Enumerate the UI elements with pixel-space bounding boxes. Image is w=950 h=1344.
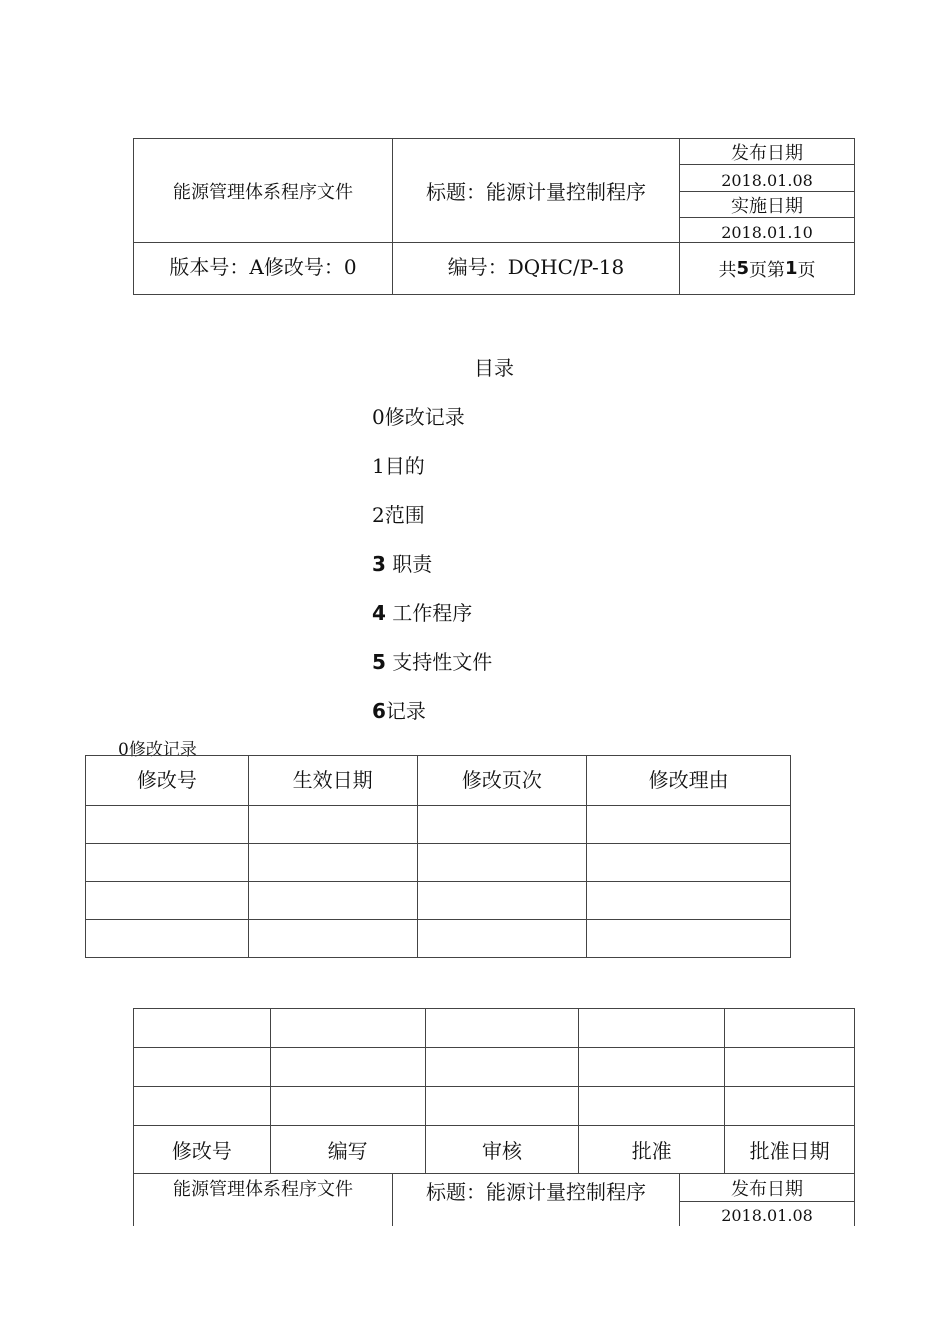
table-cell[interactable] — [725, 1087, 855, 1126]
table-cell[interactable] — [134, 1009, 271, 1048]
toc-item-supporting-docs[interactable] — [372, 646, 492, 675]
table-cell[interactable] — [587, 844, 791, 882]
doc-title: 标题：能源计量控制程序 — [426, 1179, 646, 1204]
table-cell[interactable] — [587, 806, 791, 844]
toc-item-number: 2 — [372, 503, 385, 527]
toc-item-purpose[interactable] — [372, 450, 425, 479]
table-cell[interactable] — [579, 1009, 725, 1048]
table-cell[interactable] — [134, 1087, 271, 1126]
toc-item-number: 5 — [372, 650, 386, 674]
table-cell[interactable] — [725, 1048, 855, 1087]
table-cell[interactable] — [86, 920, 249, 958]
version-label: 版本号：A修改号：0 — [169, 255, 357, 279]
toc-item-records[interactable] — [372, 695, 426, 724]
effective-date-label: 实施日期 — [731, 195, 803, 217]
toc-item-number: 3 — [372, 552, 386, 576]
header-approver: 批准 — [579, 1126, 725, 1174]
effective-date-value: 2018.01.10 — [721, 223, 813, 242]
table-cell[interactable] — [248, 920, 417, 958]
table-cell[interactable] — [417, 806, 587, 844]
page-suffix: 页 — [797, 259, 816, 281]
table-cell[interactable] — [587, 882, 791, 920]
toc-item-number: 4 — [372, 601, 386, 625]
toc-item-number: 0 — [372, 405, 385, 429]
table-cell[interactable] — [248, 806, 417, 844]
publish-date-value: 2018.01.08 — [721, 171, 813, 190]
table-cell[interactable] — [86, 882, 249, 920]
approval-table — [133, 1008, 855, 1174]
table-cell[interactable] — [270, 1048, 425, 1087]
toc-item-procedure[interactable] — [372, 597, 472, 626]
table-cell[interactable] — [579, 1087, 725, 1126]
toc-item-text: 修改记录 — [384, 405, 465, 429]
table-cell[interactable] — [425, 1087, 579, 1126]
toc-item-responsibilities[interactable] — [372, 548, 432, 577]
toc-item-number: 6 — [372, 699, 386, 723]
revision-caption: 0修改记录 — [118, 740, 197, 760]
toc-item-text: 目的 — [384, 454, 425, 478]
doc-title: 标题：能源计量控制程序 — [426, 180, 646, 204]
header-revision-reason: 修改理由 — [587, 756, 791, 806]
table-cell[interactable] — [86, 844, 249, 882]
approval-header-row — [134, 1126, 855, 1174]
table-cell[interactable] — [417, 920, 587, 958]
table-cell[interactable] — [86, 806, 249, 844]
toc-item-text: 支持性文件 — [385, 650, 493, 674]
table-cell[interactable] — [270, 1087, 425, 1126]
table-cell[interactable] — [425, 1048, 579, 1087]
header-effective-date: 生效日期 — [248, 756, 417, 806]
publish-date-label: 发布日期 — [731, 142, 803, 164]
table-cell[interactable] — [579, 1048, 725, 1087]
toc-item-text: 工作程序 — [385, 601, 473, 625]
table-cell[interactable] — [587, 920, 791, 958]
table-cell[interactable] — [425, 1009, 579, 1048]
header-revision-no: 修改号 — [86, 756, 249, 806]
table-row — [86, 844, 791, 882]
table-cell[interactable] — [248, 844, 417, 882]
toc-item-revision[interactable] — [372, 401, 465, 430]
header-approval-date: 批准日期 — [725, 1126, 855, 1174]
table-row — [86, 806, 791, 844]
doc-code: 编号：DQHC/P-18 — [447, 255, 625, 279]
page-mid: 页第 — [749, 259, 785, 281]
table-row — [134, 1048, 855, 1087]
header-author: 编写 — [270, 1126, 425, 1174]
table-cell[interactable] — [248, 882, 417, 920]
toc-item-text: 职责 — [385, 552, 433, 576]
publish-date-value: 2018.01.08 — [721, 1205, 813, 1225]
header-revised-pages: 修改页次 — [417, 756, 587, 806]
page-total: 5 — [736, 258, 749, 279]
page-prefix: 共 — [718, 259, 737, 281]
header-revision-no: 修改号 — [134, 1126, 271, 1174]
toc-heading: 目录 — [474, 356, 514, 380]
toc-item-number: 1 — [372, 454, 385, 478]
table-cell[interactable] — [134, 1048, 271, 1087]
page-count — [680, 243, 854, 294]
table-row — [86, 920, 791, 958]
header-reviewer: 审核 — [425, 1126, 579, 1174]
system-doc-label: 能源管理体系程序文件 — [173, 181, 353, 203]
toc-item-text: 范围 — [384, 503, 425, 527]
table-cell[interactable] — [725, 1009, 855, 1048]
revision-table — [85, 755, 791, 958]
table-cell[interactable] — [417, 882, 587, 920]
revision-header-row — [86, 756, 791, 806]
publish-date-label: 发布日期 — [731, 1179, 803, 1200]
page-current: 1 — [785, 258, 798, 279]
table-cell[interactable] — [270, 1009, 425, 1048]
table-row — [134, 1087, 855, 1126]
toc-item-text: 记录 — [385, 699, 426, 723]
table-row — [134, 1009, 855, 1048]
table-row — [86, 882, 791, 920]
toc-item-scope[interactable] — [372, 499, 425, 528]
table-cell[interactable] — [417, 844, 587, 882]
system-doc-label: 能源管理体系程序文件 — [173, 1179, 353, 1200]
